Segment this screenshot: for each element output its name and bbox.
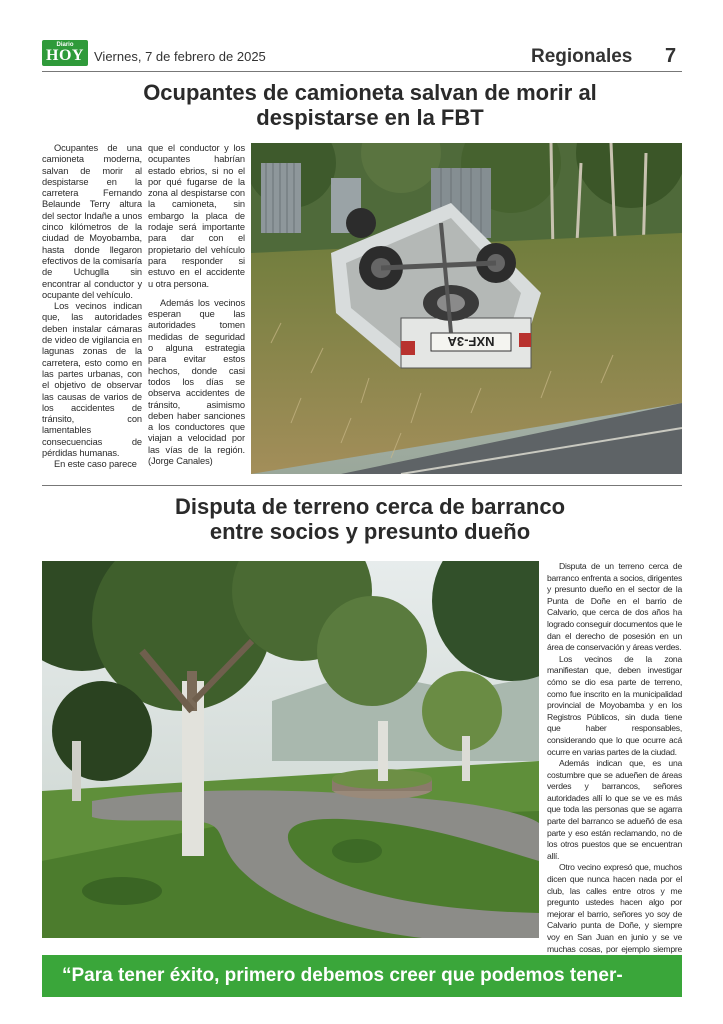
article1-paragraph: En este caso parece xyxy=(54,459,137,470)
article2-paragraph: Otro vecino expresó que, muchos dicen que nunca hacen nada por el club, las calles entre otros y me pregunto ustedes hacen algo por mejorar el barrio, señores yo soy de Calvario punta de Doñe, y siempre voy en San Juan en junio y se ve muchas cosas, por ejemplo siempre xyxy=(547,862,682,954)
article1-paragraph: que el conductor y los ocupantes habrían estado ebrios, si no el por qué fugarse de la zona al despistarse con la camioneta, sin embargo la placa de rodaje será importante para dar con el propietario del vehículo para responder si estuvo en el accidente u otra persona. xyxy=(148,143,245,289)
section-title: Regionales xyxy=(531,46,633,67)
article1-paragraph: Además los vecinos esperan que las autoridades tomen medidas de seguridad o alguna estrategia para evitar estos hechos, donde casi todos los días se observa accidentes de tránsito, asimismo deben haber sanciones a los conductores que viajan a velocidad por las vías de la región. (Jorge Canales) xyxy=(148,297,245,467)
article2-paragraph: Los vecinos de la zona manifiestan que, deben investigar cómo se dio esa parte de terreno, como fue inscrito en la municipalidad provincial de Moyobamba y en los Registros Públicos, sin duda tiene que haber responsables, considerando que lo que ocurre acá ocurre en varias partes de la ciudad. xyxy=(547,653,682,757)
article-divider xyxy=(42,485,682,486)
issue-date: Viernes, 7 de febrero de 2025 xyxy=(94,49,266,64)
article2-paragraph: Disputa de un terreno cerca de barranco enfrenta a socios, dirigentes y presunto dueño en el sector de la Punta de Doñe en el barrio de Calvario, que cerca de dos años ha logrado conseguir documentos que le dan el derecho de posesión en un área de conservación y áreas verdes. xyxy=(547,561,682,653)
article2-headline-line1: Disputa de terreno cerca de barranco xyxy=(174,494,566,519)
article2-headline xyxy=(120,494,620,544)
header-divider xyxy=(42,71,682,72)
article1-paragraph: Ocupantes de una camioneta moderna, salvan de morir al despistarse en la carretera Fernando Belaunde Terry altura del sector Indañe a unos cinco kilómetros de la ciudad de Moyobamba, hasta donde llegaron efectivos de la comisaría de Uchuglla sin encontrar al conductor y ocupante del vehículo. xyxy=(42,143,142,300)
logo-big-text: HOY xyxy=(46,47,84,64)
article1-headline-line2: despistarse en la FBT xyxy=(256,105,484,130)
logo-small-text: Diario xyxy=(56,42,74,48)
article1-column-2 xyxy=(148,143,245,467)
quote-banner xyxy=(42,955,682,997)
article1-column-1 xyxy=(42,143,142,471)
article1-headline-line1: Ocupantes de camioneta salvan de morir al xyxy=(143,80,597,105)
article1-paragraph: Los vecinos indican que, las autoridades deben instalar cámaras de video de vigilancia en lagunas zonas de la carretera, esto como en las partes urbanas, con el objetivo de observar las causas de varios de los accidentes de tránsito, con lamentables consecuencias de pérdidas humanas. xyxy=(42,301,142,459)
article2-paragraph: Además indican que, es una costumbre que se adueñen de áreas verdes y barrancos, señores autoridades allí lo que se ve es más que toda las personas que se agarra parte del barranco se adueñó de esa parte y eso están reclamando, no de los otros puestos que se encuentran allí. xyxy=(547,758,682,861)
article2-column xyxy=(547,561,682,967)
license-plate-text: NXF-3A xyxy=(447,334,495,349)
quote-text: “Para tener éxito, primero debemos creer que podemos tener- xyxy=(62,965,623,986)
article1-headline xyxy=(120,80,620,130)
overturned-truck-photo xyxy=(251,143,682,474)
article2-headline-line2: entre socios y presunto dueño xyxy=(209,519,531,544)
park-ravine-photo xyxy=(42,561,539,938)
newspaper-logo xyxy=(42,40,88,66)
page-number: 7 xyxy=(665,45,677,67)
